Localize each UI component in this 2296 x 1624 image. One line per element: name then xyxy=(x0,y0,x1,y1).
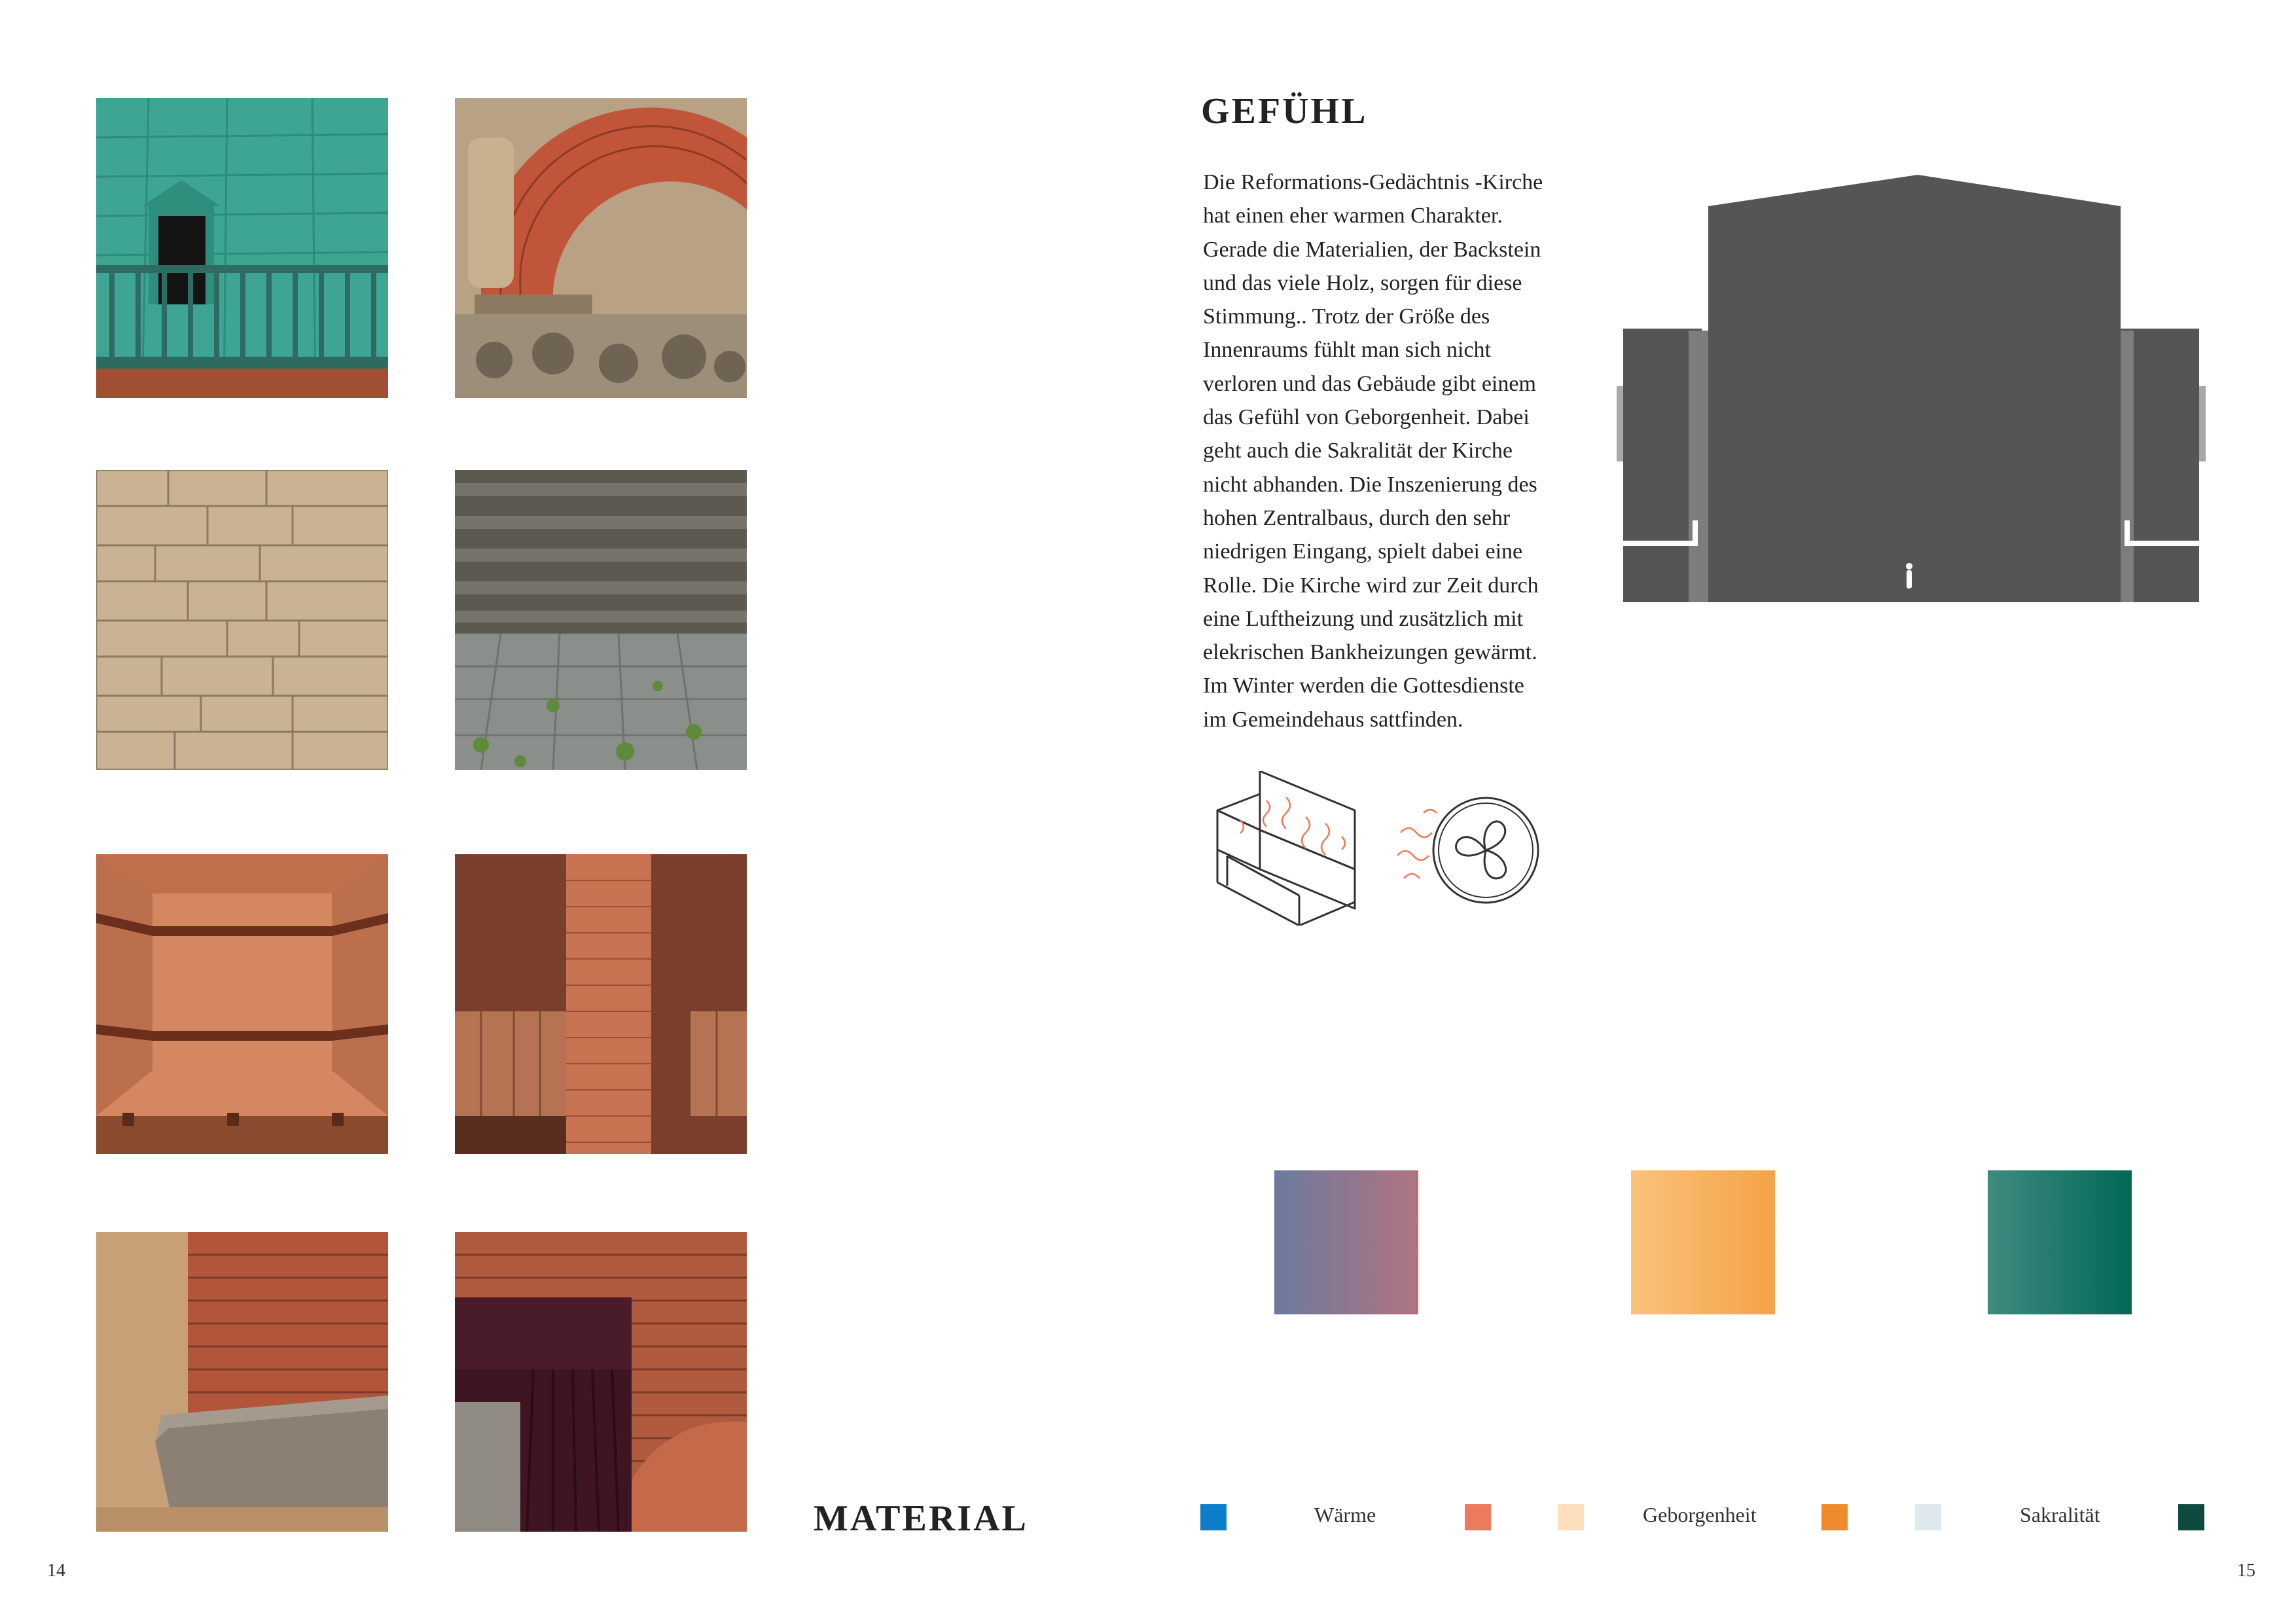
legend-sakralitaet-label: Sakralität xyxy=(2020,1503,2100,1526)
legend-sakralitaet-left-square xyxy=(1915,1504,1941,1530)
body-line: und das viele Holz, sorgen für diese xyxy=(1203,270,1522,295)
body-line: Gerade die Materialien, der Backstein xyxy=(1203,237,1541,262)
gradient-swatch-sakralitaet xyxy=(1988,1170,2132,1314)
body-line: hat einen eher warmen Charakter. xyxy=(1203,204,1503,228)
legend-waerme-left-square xyxy=(1200,1504,1227,1530)
body-line: geht auch die Sakralität der Kirche xyxy=(1203,439,1513,463)
photo-brick-column-wood xyxy=(455,854,747,1154)
photo-curtain-brick-arch xyxy=(455,1232,747,1532)
bench-heater-icon xyxy=(1214,771,1361,926)
legend-waerme-right-square xyxy=(1465,1504,1491,1530)
body-line: eine Luftheizung und zusätzlich mit xyxy=(1203,606,1524,631)
left-page-number: 14 xyxy=(47,1561,65,1581)
photo-brick-corner-base xyxy=(96,1232,388,1532)
photo-brick-arch-relief xyxy=(455,98,747,398)
legend-waerme-label: Wärme xyxy=(1314,1503,1376,1526)
material-heading: MATERIAL xyxy=(814,1498,1028,1539)
fan-air-heater-icon xyxy=(1394,793,1541,908)
gradient-swatch-geborgenheit xyxy=(1631,1170,1775,1314)
body-text xyxy=(1203,166,1570,736)
legend-geborgenheit-left-square xyxy=(1558,1504,1584,1530)
body-line: elekrischen Bankheizungen gewärmt. xyxy=(1203,640,1537,665)
legend-sakralitaet-right-square xyxy=(2178,1504,2204,1530)
body-line: das Gefühl von Geborgenheit. Dabei xyxy=(1203,405,1530,430)
human-scale-figure xyxy=(1906,563,1912,588)
body-line: hohen Zentralbaus, durch den sehr xyxy=(1203,505,1511,530)
legend-geborgenheit-label: Geborgenheit xyxy=(1643,1503,1757,1526)
right-page-number: 15 xyxy=(2237,1561,2255,1581)
body-line: nicht abhanden. Die Inszenierung des xyxy=(1203,472,1537,497)
body-line: niedrigen Eingang, spielt dabei eine xyxy=(1203,539,1523,564)
photo-copper-balcony xyxy=(96,98,388,398)
photo-sandstone-wall xyxy=(96,470,388,770)
body-line: Innenraums fühlt man sich nicht xyxy=(1203,338,1492,363)
body-line: Im Winter werden die Gottesdienste xyxy=(1203,674,1524,698)
photo-wooden-interior xyxy=(96,854,388,1154)
body-line: Die Reformations-Gedächtnis -Kirche xyxy=(1203,170,1543,194)
gefuehl-heading: GEFÜHL xyxy=(1201,91,1368,132)
body-line: Rolle. Die Kirche wird zur Zeit durch xyxy=(1203,573,1539,598)
church-section-drawing xyxy=(1617,173,2206,602)
body-line: verloren und das Gebäude gibt einem xyxy=(1203,371,1536,396)
body-line: im Gemeindehaus sattfinden. xyxy=(1203,707,1463,732)
body-line: Stimmung.. Trotz der Größe des xyxy=(1203,304,1490,329)
gradient-swatch-waerme xyxy=(1274,1170,1418,1314)
photo-stone-steps-grass xyxy=(455,470,747,770)
legend-geborgenheit-right-square xyxy=(1821,1504,1848,1530)
